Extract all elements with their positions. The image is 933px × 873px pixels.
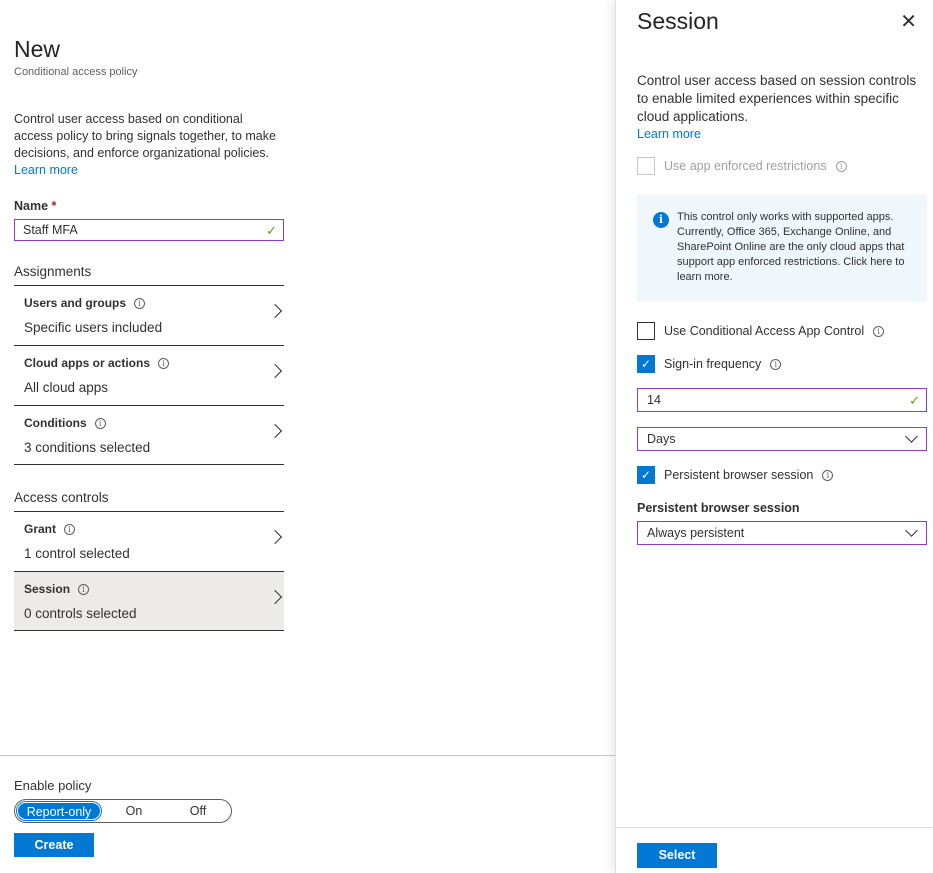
select-button[interactable]: Select <box>637 843 717 868</box>
panel-description: Control user access based on session controls to enable limited experiences within specific cloud applications. <box>637 73 917 124</box>
session-panel <box>615 0 933 873</box>
card-value: 3 conditions selected <box>24 440 151 455</box>
card-title-text: Session <box>24 582 71 596</box>
frequency-unit-dropdown[interactable] <box>637 427 927 451</box>
card-title <box>24 582 274 596</box>
persistent-session-value: Always persistent <box>647 526 745 540</box>
card-value: 1 control selected <box>24 546 130 561</box>
name-label <box>14 199 56 213</box>
info-filled-icon: i <box>653 212 669 228</box>
footer-divider <box>0 755 615 756</box>
persistent-dropdown-label: Persistent browser session <box>637 501 800 515</box>
persistent-session-row <box>637 466 833 484</box>
learn-more-link[interactable]: Learn more <box>14 163 78 177</box>
card-title-text: Conditions <box>24 416 87 430</box>
caac-row <box>637 322 884 340</box>
app-enforced-row <box>637 157 847 175</box>
panel-learn-more-link[interactable]: Learn more <box>637 127 701 141</box>
card-title-text: Grant <box>24 522 57 536</box>
info-banner[interactable] <box>637 194 927 302</box>
signin-frequency-input[interactable] <box>637 388 927 412</box>
card-title <box>24 416 274 430</box>
page-title: New <box>14 36 61 62</box>
access-controls-heading: Access controls <box>14 490 109 505</box>
chevron-down-icon <box>905 524 918 537</box>
caac-label: Use Conditional Access App Control <box>664 324 865 338</box>
cloud-apps-card[interactable] <box>14 345 284 405</box>
info-icon[interactable]: i <box>95 418 106 429</box>
create-button[interactable]: Create <box>14 833 94 857</box>
info-icon[interactable]: i <box>64 524 75 535</box>
info-icon[interactable]: i <box>134 298 145 309</box>
app-enforced-label: Use app enforced restrictions <box>664 159 827 173</box>
persistent-session-checkbox[interactable]: ✓ <box>637 466 655 484</box>
info-icon[interactable]: i <box>822 470 833 481</box>
signin-frequency-checkbox[interactable]: ✓ <box>637 355 655 373</box>
toggle-option-off[interactable]: Off <box>189 804 207 818</box>
persistent-session-label: Persistent browser session <box>664 468 814 482</box>
toggle-option-on[interactable]: On <box>125 804 143 818</box>
card-value: Specific users included <box>24 320 163 335</box>
panel-footer-divider <box>616 827 933 828</box>
valid-check-icon: ✓ <box>909 393 920 408</box>
frequency-unit-value: Days <box>647 432 676 446</box>
card-value: 0 controls selected <box>24 606 137 621</box>
info-icon[interactable]: i <box>873 326 884 337</box>
blade-description-text: Control user access based on conditional access policy to bring signals together, to make decisions, and enforce organizational policies. <box>14 112 276 160</box>
info-icon[interactable]: i <box>158 358 169 369</box>
enable-policy-toggle <box>14 799 232 823</box>
info-icon[interactable]: i <box>78 584 89 595</box>
enable-policy-label: Enable policy <box>14 778 92 793</box>
persistent-session-dropdown[interactable] <box>637 521 927 545</box>
assignments-heading: Assignments <box>14 264 92 279</box>
valid-check-icon: ✓ <box>266 223 277 238</box>
card-title-text: Users and groups <box>24 296 127 310</box>
required-asterisk: * <box>51 199 57 213</box>
name-input-value: Staff MFA <box>23 223 78 237</box>
card-title <box>24 296 274 310</box>
name-label-text: Name <box>14 199 49 213</box>
card-title-text: Cloud apps or actions <box>24 356 151 370</box>
card-title <box>24 356 274 370</box>
users-and-groups-card[interactable] <box>14 285 284 345</box>
close-icon[interactable]: ✕ <box>900 11 917 33</box>
grant-card[interactable] <box>14 511 284 571</box>
name-input[interactable] <box>14 219 284 241</box>
page-subtitle: Conditional access policy <box>14 66 138 78</box>
signin-frequency-row <box>637 355 781 373</box>
card-title <box>24 522 274 536</box>
session-card[interactable] <box>14 571 284 631</box>
signin-frequency-value: 14 <box>647 393 661 407</box>
info-icon[interactable]: i <box>836 161 847 172</box>
signin-frequency-label: Sign-in frequency <box>664 357 762 371</box>
caac-checkbox[interactable] <box>637 322 655 340</box>
conditions-card[interactable] <box>14 405 284 465</box>
card-value: All cloud apps <box>24 380 109 395</box>
info-icon[interactable]: i <box>770 359 781 370</box>
chevron-down-icon <box>905 430 918 443</box>
panel-title: Session <box>637 8 719 34</box>
app-enforced-checkbox[interactable] <box>637 157 655 175</box>
toggle-option-report-only[interactable]: Report-only <box>17 802 101 820</box>
info-banner-text: This control only works with supported apps. Currently, Office 365, Exchange Online, and SharePoint Online are the only cloud apps that support app enforced restrictions. Click here to learn more. <box>677 211 905 283</box>
blade-description <box>14 111 276 179</box>
